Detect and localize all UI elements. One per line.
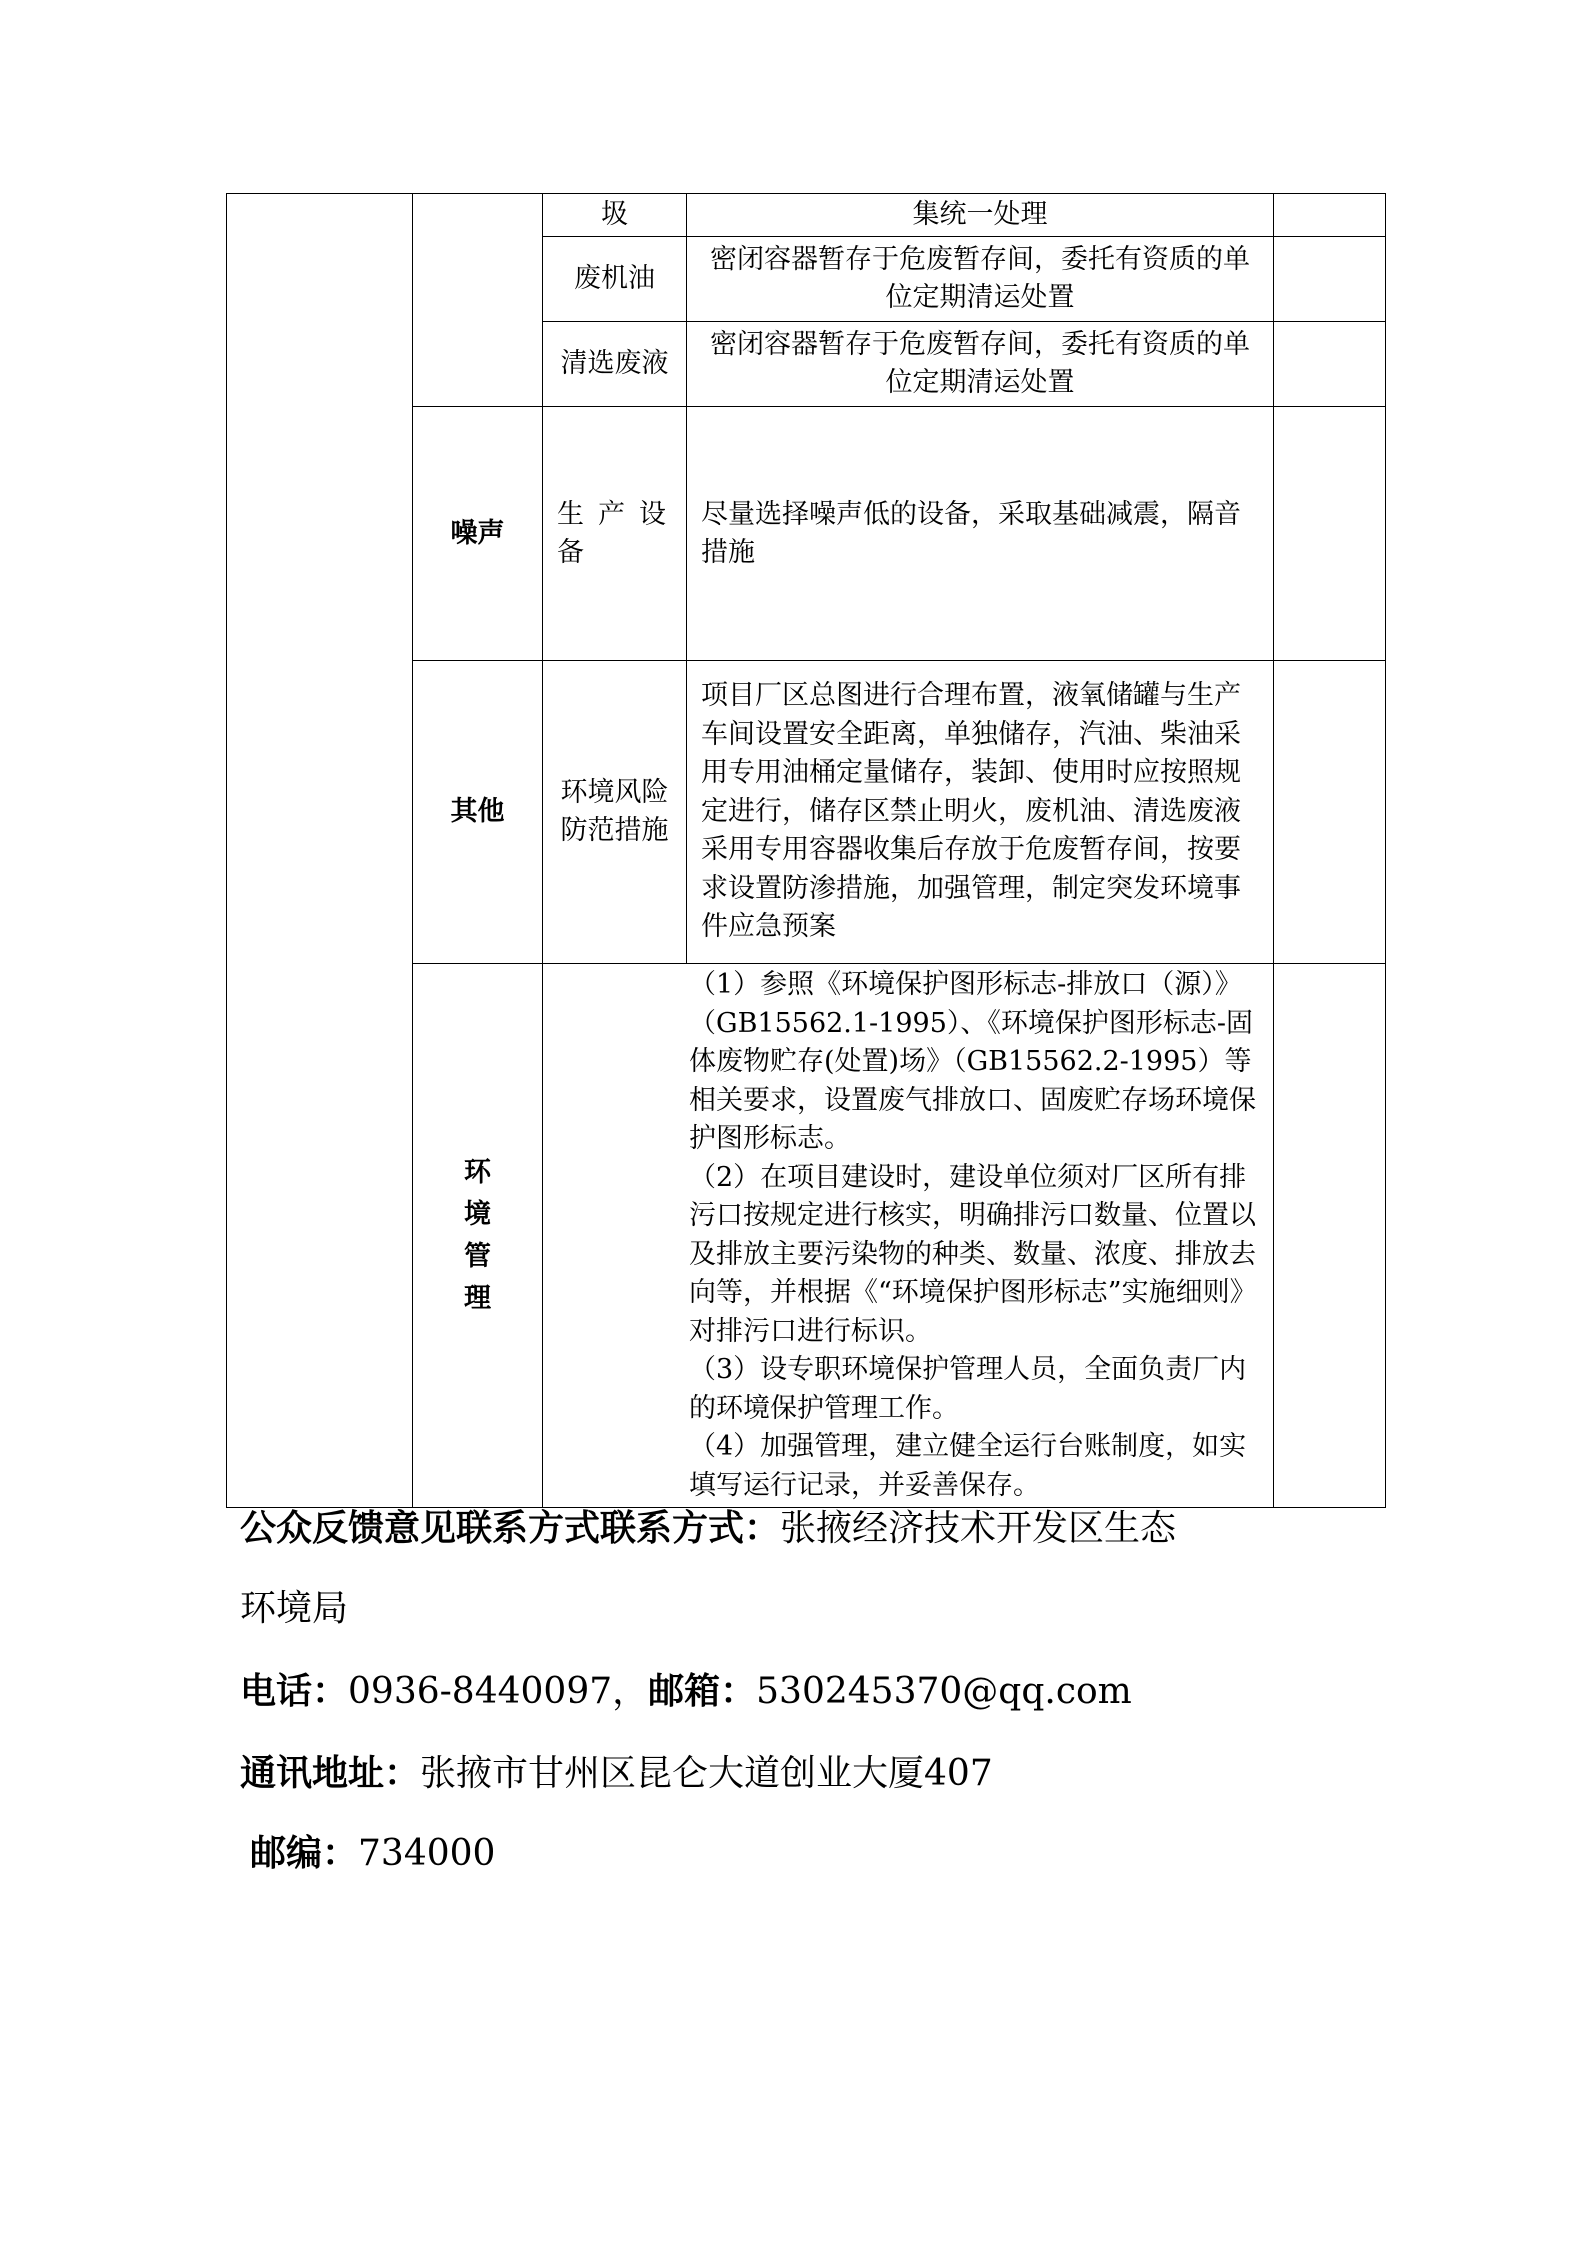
remark-cell xyxy=(1274,407,1386,661)
email-value: 530245370@qq.com xyxy=(756,1671,1132,1712)
measure-paragraph: （2）在项目建设时，建设单位须对厂区所有排污口按规定进行核实，明确排污口数量、位置以及排放主要污染物的种类、数量、浓度、排放去向等，并根据《“环境保护图形标志”实施细则》对排污口进行标识。 xyxy=(689,1161,1257,1347)
postcode-label: 邮编： xyxy=(250,1833,359,1874)
email-label: 邮箱： xyxy=(648,1671,757,1712)
outer-category-cell xyxy=(227,194,413,1508)
measure-paragraph: （4）加强管理，建立健全运行台账制度，如实填写运行记录，并妥善保存。 xyxy=(689,1431,1247,1501)
measure-cell: 密闭容器暂存于危废暂存间，委托有资质的单位定期清运处置 xyxy=(687,237,1274,322)
postcode-line xyxy=(250,1825,495,1876)
feedback-label: 公众反馈意见联系方式联系方式： xyxy=(240,1508,781,1549)
source-cell: 废机油 xyxy=(543,237,687,322)
measure-cell: 密闭容器暂存于危废暂存间，委托有资质的单位定期清运处置 xyxy=(687,322,1274,407)
feedback-value: 张掖经济技术开发区生态 xyxy=(780,1508,1177,1549)
table-row xyxy=(227,194,1386,237)
source-cell: 生产设备 xyxy=(543,407,687,661)
category-cell: 其他 xyxy=(413,661,543,964)
address-value: 张掖市甘州区昆仑大道创业大厦407 xyxy=(420,1753,993,1794)
source-cell: 清选废液 xyxy=(543,322,687,407)
address-line xyxy=(240,1745,993,1796)
remark-cell xyxy=(1274,322,1386,407)
phone-label: 电话： xyxy=(240,1671,349,1712)
feedback-contact-line xyxy=(240,1500,1176,1551)
environmental-measures-table xyxy=(226,193,1386,1508)
measure-paragraph: （1）参照《环境保护图形标志-排放口（源）》（GB15562.1-1995）、《环境保护图形标志-固体废物贮存(处置)场》（GB15562.2-1995）等相关要求，设置废气排放口、固废贮存场环境保护图形标志。 xyxy=(689,969,1256,1154)
feedback-contact-line-2 xyxy=(240,1580,348,1631)
category-cell-continued xyxy=(413,194,543,407)
remark-cell xyxy=(1274,194,1386,237)
measure-cell: 集统一处理 xyxy=(687,194,1274,237)
source-cell: 环境风险防范措施 xyxy=(543,661,687,964)
source-cell: 圾 xyxy=(543,194,687,237)
feedback-value-continued: 环境局 xyxy=(240,1588,349,1629)
category-cell: 环境管理 xyxy=(413,964,543,1508)
remark-cell xyxy=(1274,661,1386,964)
measure-cell: 尽量选择噪声低的设备，采取基础减震，隔音措施 xyxy=(687,407,1274,661)
remark-cell xyxy=(1274,237,1386,322)
address-label: 通讯地址： xyxy=(240,1753,421,1794)
postcode-value: 734000 xyxy=(358,1833,496,1874)
phone-email-line xyxy=(240,1663,1132,1714)
category-cell: 噪声 xyxy=(413,407,543,661)
measure-cell: 项目厂区总图进行合理布置，液氧储罐与生产车间设置安全距离，单独储存，汽油、柴油采用专用油桶定量储存，装卸、使用时应按照规定进行，储存区禁止明火，废机油、清选废液采用专用容器收集后存放于危废暂存间，按要求设置防渗措施，加强管理，制定突发环境事件应急预案 xyxy=(687,661,1274,964)
phone-value: 0936-8440097， xyxy=(348,1671,649,1712)
measure-cell xyxy=(543,964,1274,1508)
measure-paragraph: （3）设专职环境保护管理人员，全面负责厂内的环境保护管理工作。 xyxy=(689,1354,1247,1424)
remark-cell xyxy=(1274,964,1386,1508)
